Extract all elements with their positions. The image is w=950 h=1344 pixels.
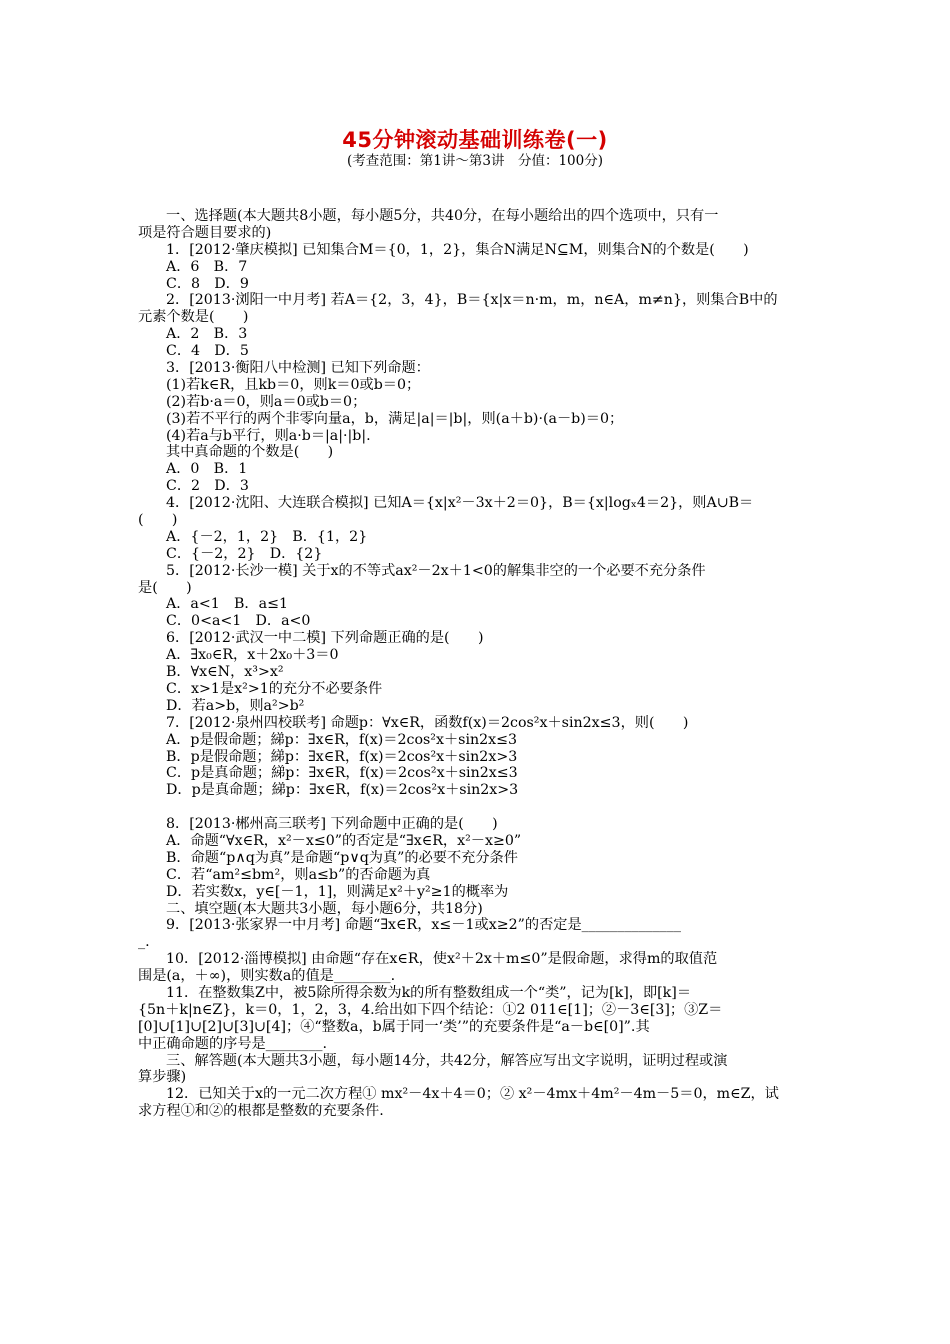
- text-line: ( ): [138, 512, 178, 529]
- text-line: [0]∪[1]∪[2]∪[3]∪[4]；④“整数a，b属于同一‘类’”的充要条件是“a－b∈[0]”.其: [138, 1018, 650, 1035]
- text-line: 6．[2012·武汉一中二模] 下列命题正确的是( ): [166, 630, 484, 647]
- text-line: 其中真命题的个数是( ): [166, 444, 334, 461]
- text-line: A．0 B．1: [166, 461, 248, 478]
- text-line: C．8 D．9: [166, 275, 249, 292]
- text-line: 三、解答题(本大题共3小题，每小题14分，共42分，解答应写出文字说明，证明过程或演: [166, 1052, 728, 1069]
- text-line: (4)若a与b平行，则a·b＝|a|·|b|.: [166, 427, 371, 444]
- text-line: 一、选择题(本大题共8小题，每小题5分，共40分，在每小题给出的四个选项中，只有一: [166, 208, 719, 224]
- text-line: (3)若不平行的两个非零向量a，b，满足|a|＝|b|，则(a＋b)·(a－b)＝0；: [166, 410, 624, 427]
- exam-body: [138, 208, 816, 1120]
- text-line: 中正确命题的序号是________.: [138, 1035, 327, 1052]
- text-line: D．若实数x，y∈[－1，1]，则满足x²＋y²≥1的概率为: [166, 883, 509, 900]
- text-line: C．0<a<1 D．a<0: [166, 613, 311, 630]
- text-line: D．若a>b，则a²>b²: [166, 697, 305, 714]
- page-title: 45分钟滚动基础训练卷(一): [342, 128, 608, 152]
- text-line: A．p是假命题；綈p：∃x∈R，f(x)＝2cos²x＋sin2x≤3: [166, 731, 518, 748]
- text-line: C．x>1是x²>1的充分不必要条件: [166, 680, 383, 697]
- text-line: A．命题“∀x∈R，x²－x≤0”的否定是“∃x∈R，x²－x≥0”: [166, 832, 522, 849]
- text-line: 7．[2012·泉州四校联考] 命题p：∀x∈R，函数f(x)＝2cos²x＋sin2x≤3，则( ): [166, 714, 689, 731]
- text-line: 5．[2012·长沙一模] 关于x的不等式ax²－2x＋1<0的解集非空的一个必要不充分条件: [166, 562, 706, 579]
- text-line: A．∃x₀∈R，x＋2x₀＋3＝0: [166, 647, 339, 664]
- text-line: A．6 B．7: [166, 258, 248, 275]
- text-line: 二、填空题(本大题共3小题，每小题6分，共18分): [166, 900, 483, 917]
- text-line: B．命题“p∧q为真”是命题“p∨q为真”的必要不充分条件: [166, 849, 518, 866]
- text-line: 10．[2012·淄博模拟] 由命题“存在x∈R，使x²＋2x＋m≤0”是假命题，求得m的取值范: [166, 951, 718, 968]
- text-line: 算步骤): [138, 1069, 187, 1086]
- text-line: B．p是假命题；綈p：∃x∈R，f(x)＝2cos²x＋sin2x>3: [166, 748, 518, 765]
- text-line: (2)若b·a＝0，则a＝0或b＝0；: [166, 393, 367, 410]
- text-line: C．若“am²≤bm²，则a≤b”的否命题为真: [166, 866, 431, 883]
- text-line: {5n＋k|n∈Z}，k＝0，1，2，3，4.给出如下四个结论：①2 011∈[1]；②－3∈[3]；③Z＝: [138, 1001, 723, 1018]
- blank-line: [138, 799, 816, 816]
- text-line: 12．已知关于x的一元二次方程① mx²－4x＋4＝0；② x²－4mx＋4m²－4m－5＝0，m∈Z，试: [166, 1086, 779, 1103]
- text-line: 项是符合题目要求的): [138, 224, 272, 241]
- text-line: _.: [138, 934, 150, 951]
- text-line: 围是(a，＋∞)，则实数a的值是________.: [138, 968, 396, 985]
- text-line: 8．[2013·郴州高三联考] 下列命题中正确的是( ): [166, 816, 498, 833]
- page-subtitle: (考查范围：第1讲～第3讲 分值：100分): [347, 153, 603, 169]
- text-line: 是( ): [138, 579, 192, 596]
- text-line: 求方程①和②的根都是整数的充要条件.: [138, 1103, 384, 1120]
- text-line: 元素个数是( ): [138, 309, 249, 326]
- text-line: 9．[2013·张家界一中月考] 命题“∃x∈R，x≤－1或x≥2”的否定是______________: [166, 917, 681, 934]
- text-line: A．{－2，1，2} B．{1，2}: [166, 528, 368, 545]
- text-line: 1．[2012·肇庆模拟] 已知集合M＝{0，1，2}，集合N满足N⊆M，则集合N的个数是( ): [166, 241, 749, 258]
- text-line: 4．[2012·沈阳、大连联合模拟] 已知A＝{x|x²－3x＋2＝0}，B＝{x|logₓ4＝2}，则A∪B＝: [166, 495, 754, 512]
- text-line: 2．[2013·浏阳一中月考] 若A＝{2，3，4}，B＝{x|x＝n·m，m，n∈A，m≠n}，则集合B中的: [166, 292, 778, 309]
- text-line: B．∀x∈N，x³>x²: [166, 664, 284, 681]
- text-line: C．{－2，2} D．{2}: [166, 545, 323, 562]
- text-line: C．p是真命题；綈p：∃x∈R，f(x)＝2cos²x＋sin2x≤3: [166, 765, 518, 782]
- text-line: A．2 B．3: [166, 326, 248, 343]
- text-line: C．4 D．5: [166, 343, 249, 360]
- text-line: (1)若k∈R，且kb＝0，则k＝0或b＝0；: [166, 376, 421, 393]
- text-line: A．a<1 B．a≤1: [166, 596, 288, 613]
- text-line: 3．[2013·衡阳八中检测] 已知下列命题：: [166, 360, 430, 377]
- text-line: C．2 D．3: [166, 478, 249, 495]
- text-line: 11．在整数集Z中，被5除所得余数为k的所有整数组成一个“类”，记为[k]，即[k]＝: [166, 984, 692, 1001]
- text-line: D．p是真命题；綈p：∃x∈R，f(x)＝2cos²x＋sin2x>3: [166, 782, 519, 799]
